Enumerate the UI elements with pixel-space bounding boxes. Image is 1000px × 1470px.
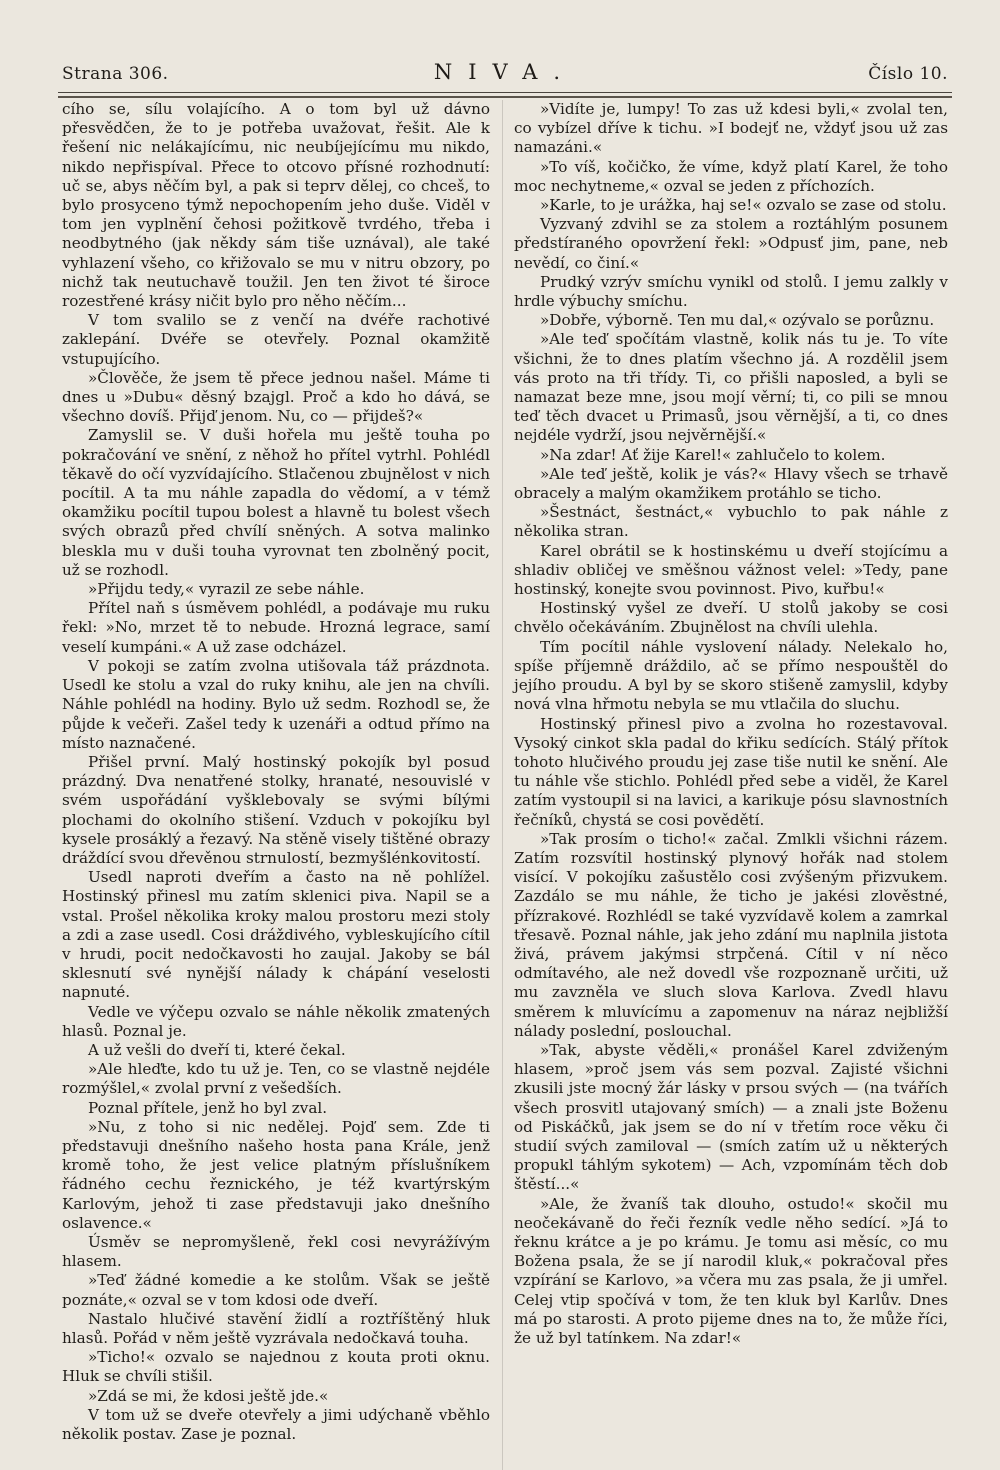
paragraph: »Člověče, že jsem tě přece jednou našel. Máme ti dnes u »Dubu« děsný bzajgl. Proč a kdo ho dává, se všechno dovíš. Přijď jenom. Nu, co — přijdeš?«: [62, 368, 490, 426]
paragraph: »Nu, z toho si nic nedělej. Pojď sem. Zde ti představuji dnešního našeho hosta pana Krále, jenž kromě toho, že jest velice platným příslušníkem řádného cechu řeznického, je též kvartýrským Karlovým, jehož ti zase představuji jako dnešního oslavence.«: [62, 1117, 490, 1232]
right-column: [514, 100, 948, 1348]
magazine-title: NIVA.: [433, 60, 577, 84]
paragraph: A už vešli do dveří ti, které čekal.: [88, 1040, 346, 1059]
paragraph: »Dobře, výborně. Ten mu dal,« ozývalo se porůznu.: [540, 311, 935, 330]
paragraph: »Tak prosím o ticho!« začal. Zmlkli všichni rázem. Zatím rozsvítil hostinský plynový hořák nad stolem visící. V pokojíku zašustělo cosi zvýšeným přizvukem. Zazdálo se mu náhle, že ticho je jakési zlověstné, přízrakové. Rozhlédl se také vyzvídavě kolem a zamrkal třesavě. Poznal náhle, jak jeho zdání mu naplnila jistota živá, právem jakýmsi strpčená. Cítil v ní něco odmítavého, ale než dovedl vše rozpoznaně určiti, už mu zavzněla ve sluch slova Karlova. Zvedl hlavu směrem k mluvícímu a zapomenuv na náraz nejbližší nálady poslední, poslouchal.: [514, 829, 948, 1040]
paragraph: V tom už se dveře otevřely a jimi udýchaně vběhlo několik postav. Zase je poznal.: [62, 1405, 490, 1444]
paragraph: Poznal přítele, jenž ho byl zval.: [88, 1098, 328, 1117]
paragraph: »Karle, to je urážka, haj se!« ozvalo se zase od stolu.: [540, 196, 947, 215]
paragraph: »Vidíte je, lumpy! To zas už kdesi byli,« zvolal ten, co vybízel dříve k tichu. »I bodejť ne, vždyť jsou už zas namazáni.«: [514, 100, 948, 157]
column-divider: [502, 100, 503, 1470]
left-column: [62, 100, 490, 1444]
paragraph: »Ale teď ještě, kolik je vás?« Hlavy všech se trhavě obracely a malým okamžikem protáhlo se ticho.: [514, 464, 948, 503]
paragraph: cího se, sílu volajícího. A o tom byl už dávno přesvědčen, že to je potřeba uvažovat, řešit. Ale k řešení nic nelákajícímu, nic neubíjejícímu mu nikdo, nikdo nepřispíval. Přece to otcovo přísné rozhodnutí: uč se, abys něčím byl, a pak si teprv dělej, co chceš, to bylo prosyceno týmž nepochopením jeho duše. Viděl v tom jen vyplnění čehosi požitkově tvrdého, třeba i neodbytného (jak někdy sám tiše uznával), ale také vyhlazení všeho, co křižovalo se mu v nitru obzory, po nichž tak neutuchavě toužil. Jen ten život té široce rozestřené krásy ničit bylo pro něho něčím...: [62, 100, 490, 311]
paragraph: Vyzvaný zdvihl se za stolem a roztáhlým posunem předstíraného opovržení řekl: »Odpusť jim, pane, neb nevědí, co činí.«: [514, 215, 948, 272]
paragraph: Přišel první. Malý hostinský pokojík byl posud prázdný. Dva nenatřené stolky, hranaté, nesouvislé v svém uspořádání vyšklebovaly se svými bílými plochami do okolního stišení. Vzduch v pokojíku byl kysele prosáklý a řezavý. Na stěně visely tištěné obrazy dráždící svou dřevěnou strnulostí, bezmyšlénkovitostí.: [62, 752, 490, 867]
paragraph: Zamyslil se. V duši hořela mu ještě touha po pokračování ve snění, z něhož ho přítel vytrhl. Pohlédl těkavě do očí vyzvídajícího. Stlačenou zbujnělost v nich pocítil. A ta mu náhle zapadla do vědomí, a v témž okamžiku pocítil tupou bolest a hlavně tu bolest všech svých obrazů před chvílí sněných. A sotva malinko bleskla mu v duši touha vyrovnat ten zbolněný pocit, už se rozhodl.: [62, 426, 490, 579]
paragraph: »Šestnáct, šestnáct,« vybuchlo to pak náhle z několika stran.: [514, 503, 948, 541]
paragraph: V pokoji se zatím zvolna utišovala táž prázdnota. Usedl ke stolu a vzal do ruky knihu, ale jen na chvíli. Náhle pohlédl na hodiny. Bylo už sedm. Rozhodl se, že půjde k večeři. Zašel tedy k uzenáři a odtud přímo na místo naznačené.: [62, 656, 490, 752]
paragraph: Karel obrátil se k hostinskému u dveří stojícímu a shladiv obličej ve směšnou vážnost velel: »Tedy, pane hostinský, konejte svou povinnost. Pivo, kuřbu!«: [514, 541, 948, 599]
header-rule: [58, 92, 952, 93]
paragraph: »Zdá se mi, že kdosi ještě jde.«: [88, 1386, 329, 1405]
paragraph: »Ale, že žvaníš tak dlouho, ostudo!« skočil mu neočekávaně do řeči řezník vedle něho sedící. »Já to řeknu krátce a je po krámu. Je tomu asi měsíc, co mu Božena psala, že se jí narodil kluk,« pokračoval přes vzpírání se Karlovo, »a včera mu zas psala, že ji umřel. Celej vtip spočívá v tom, že ten kluk byl Karlův. Dnes má po starosti. A proto pijeme dnes na to, že může říci, že už byl tatínkem. Na zdar!«: [514, 1194, 948, 1347]
paragraph: Prudký vzrýv smíchu vynikl od stolů. I jemu zalkly v hrdle výbuchy smíchu.: [514, 272, 948, 311]
page-number: Strana 306.: [62, 64, 169, 84]
paragraph: »Teď žádné komedie a ke stolům. Však se ještě poznáte,« ozval se v tom kdosi ode dveří.: [62, 1271, 490, 1309]
paragraph: Vedle ve výčepu ozvalo se náhle několik zmatených hlasů. Poznal je.: [62, 1002, 490, 1040]
header-rule-thick: [58, 96, 952, 98]
paragraph: »Přijdu tedy,« vyrazil ze sebe náhle.: [88, 580, 365, 599]
paragraph: »Tak, abyste věděli,« pronášel Karel zdviženým hlasem, »proč jsem vás sem pozval. Zajisté všichni zkusili jste mocný žár lásky v prsou svých — (na tvářích všech prosvitl utajovaný smích) — a znali jste Boženu od Piskáčků, jak jsem se do ní v třetím roce věku či studií svých zamiloval — (smích zatím už u některých propukl táhlým sykotem) — Ach, vzpomínám těch dob štěstí...«: [514, 1040, 948, 1194]
paragraph: V tom svalilo se z venčí na dvéře rachotivé zaklepání. Dvéře se otevřely. Poznal okamžitě vstupujícího.: [62, 311, 490, 368]
paragraph: Úsměv se nepromyšleně, řekl cosi nevyrážívým hlasem.: [62, 1232, 490, 1271]
paragraph: »To víš, kočičko, že víme, když platí Karel, že toho moc nechytneme,« ozval se jeden z příchozích.: [514, 157, 948, 195]
paragraph: Přítel naň s úsměvem pohlédl, a podávaje mu ruku řekl: »No, mrzet tě to nebude. Hrozná legrace, samí veselí kumpáni.« A už zase odcházel.: [62, 599, 490, 656]
paragraph: Tím pocítil náhle vyslovení nálady. Nelekalo ho, spíše příjemně dráždilo, ač se přímo nespouštěl do jejího proudu. A byl by se skoro stišeně zamyslil, kdyby nová vlna hřmotu nebyla se mu vtlačila do sluchu.: [514, 637, 948, 714]
paragraph: »Ale hleďte, kdo tu už je. Ten, co se vlastně nejdéle rozmýšlel,« zvolal první z vešedších.: [62, 1060, 490, 1098]
paragraph: Nastalo hlučivé stavění židlí a roztříštěný hluk hlasů. Pořád v něm ještě vyzrávala nedočkavá touha.: [62, 1309, 490, 1347]
paragraph: Hostinský přinesl pivo a zvolna ho rozestavoval. Vysoký cinkot skla padal do křiku sedících. Stálý přítok tohoto hlučivého proudu jej zase tiše nutil ke snění. Ale tu náhle vše stichlo. Pohlédl před sebe a viděl, že Karel zatím vystoupil si na lavici, a karikuje pósu slavnostních řečníků, chystá se cosi povědětí.: [514, 714, 948, 829]
paragraph: »Ticho!« ozvalo se najednou z kouta proti oknu. Hluk se chvíli stišil.: [62, 1348, 490, 1386]
paragraph: »Ale teď spočítám vlastně, kolik nás tu je. To víte všichni, že to dnes platím všechno já. A rozdělil jsem vás proto na tři třídy. Ti, co přišli naposled, a byli se namazat beze mne, jsou mojí věrní; ti, co pili se mnou teď těch dvacet u Primasů, jsou věrnější, a ti, co dnes nejdéle vydrží, jsou nejvěrnější.«: [514, 330, 948, 445]
issue-number: Číslo 10.: [868, 64, 948, 84]
page-header: [62, 60, 948, 90]
paragraph: Usedl naproti dveřím a často na ně pohlížel. Hostinský přinesl mu zatím sklenici piva. Napil se a vstal. Prošel několika kroky malou prostoru mezi stoly a zdi a zase usedl. Cosi dráždivého, vybleskujícího cítil v hrudi, pocit nedočkavosti ho zaujal. Jakoby se bál sklesnutí své nynější nálady k chápání veselosti napnuté.: [62, 868, 490, 1002]
paragraph: Hostinský vyšel ze dveří. U stolů jakoby se cosi chvělo očekáváním. Zbujnělost na chvíli ulehla.: [514, 599, 948, 637]
paragraph: »Na zdar! Ať žije Karel!« zahlučelo to kolem.: [540, 445, 886, 464]
